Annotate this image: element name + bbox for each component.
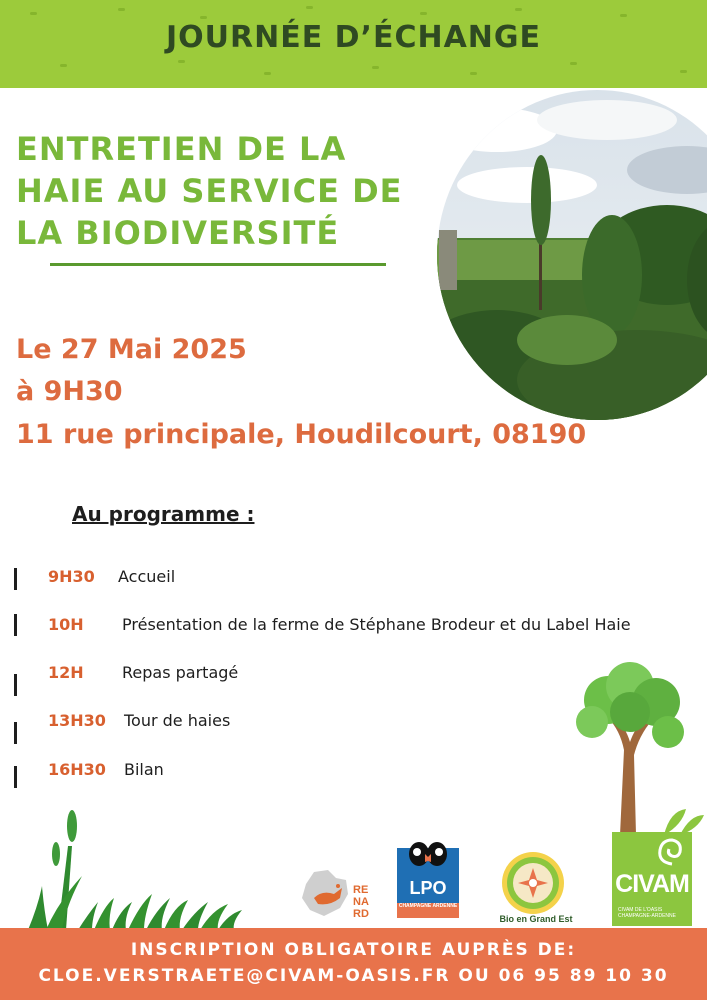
program-bar: [14, 674, 17, 696]
footer-registration: INSCRIPTION OBLIGATOIRE AUPRÈS DE:: [130, 940, 577, 960]
event-title: [16, 128, 456, 254]
program-bar: [14, 722, 17, 744]
top-banner: [0, 0, 707, 88]
decor-dash: [515, 8, 522, 11]
program-heading: Au programme :: [72, 502, 255, 526]
decor-dash: [60, 64, 67, 67]
hedge-photo: [437, 90, 707, 420]
bio-grand-est-text: Bio en Grand Est: [499, 914, 573, 924]
event-title-line: LA BIODIVERSITÉ: [16, 214, 340, 252]
civam-text: CIVAM: [615, 870, 689, 898]
program-item-label: Repas partagé: [122, 663, 239, 682]
decor-dash: [570, 62, 577, 65]
program-item-time: 9H30: [48, 567, 95, 586]
decor-dash: [30, 12, 37, 15]
civam-subtitle: CIVAM DE L'OASIS CHAMPAGNE-ARDENNE: [618, 907, 676, 919]
program-item-time: 16H30: [48, 760, 106, 779]
swirl-icon: [652, 834, 692, 868]
decor-dash: [372, 66, 379, 69]
event-title-line: ENTRETIEN DE LA: [16, 130, 347, 168]
decor-dash: [620, 14, 627, 17]
event-title-line: HAIE AU SERVICE DE: [16, 172, 403, 210]
renard-logo: [300, 864, 352, 920]
renard-text: [353, 884, 369, 920]
program-item-time: 12H: [48, 663, 84, 682]
footer-banner: [0, 928, 707, 1000]
decor-dash: [264, 72, 271, 75]
renard-line: RE: [353, 884, 369, 896]
program-bar: [14, 766, 17, 788]
program-bar: [14, 568, 17, 590]
lpo-logo: [397, 840, 459, 918]
decor-dash: [420, 12, 427, 15]
program-item-label: Accueil: [118, 567, 176, 586]
decor-dash: [200, 16, 207, 19]
program-item-label: Bilan: [124, 760, 164, 779]
program-item-label: Tour de haies: [124, 711, 231, 730]
renard-line: RD: [353, 908, 369, 920]
civam-logo: [612, 832, 692, 926]
lpo-subtitle: CHAMPAGNE ARDENNE: [397, 903, 459, 918]
decor-dash: [306, 6, 313, 9]
program-item-time: 13H30: [48, 711, 106, 730]
banner-title: JOURNÉE D’ÉCHANGE: [165, 20, 542, 55]
footer-contact: CLOE.VERSTRAETE@CIVAM-OASIS.FR OU 06 95 89 10 30: [38, 966, 669, 986]
decor-dash: [680, 70, 687, 73]
event-time: à 9H30: [16, 376, 123, 407]
lpo-text: LPO: [409, 878, 447, 898]
bio-grand-est-logo: [498, 850, 568, 916]
decor-dash: [118, 8, 125, 11]
program-item-label: Présentation de la ferme de Stéphane Brodeur et du Label Haie: [122, 615, 631, 634]
grass-illustration: [28, 806, 248, 930]
event-date: Le 27 Mai 2025: [16, 334, 247, 365]
decor-dash: [178, 60, 185, 63]
title-underline: [50, 263, 386, 266]
program-bar: [14, 614, 17, 636]
decor-dash: [470, 72, 477, 75]
program-item-time: 10H: [48, 615, 84, 634]
event-address: 11 rue principale, Houdilcourt, 08190: [16, 419, 587, 450]
renard-line: NA: [353, 896, 369, 908]
